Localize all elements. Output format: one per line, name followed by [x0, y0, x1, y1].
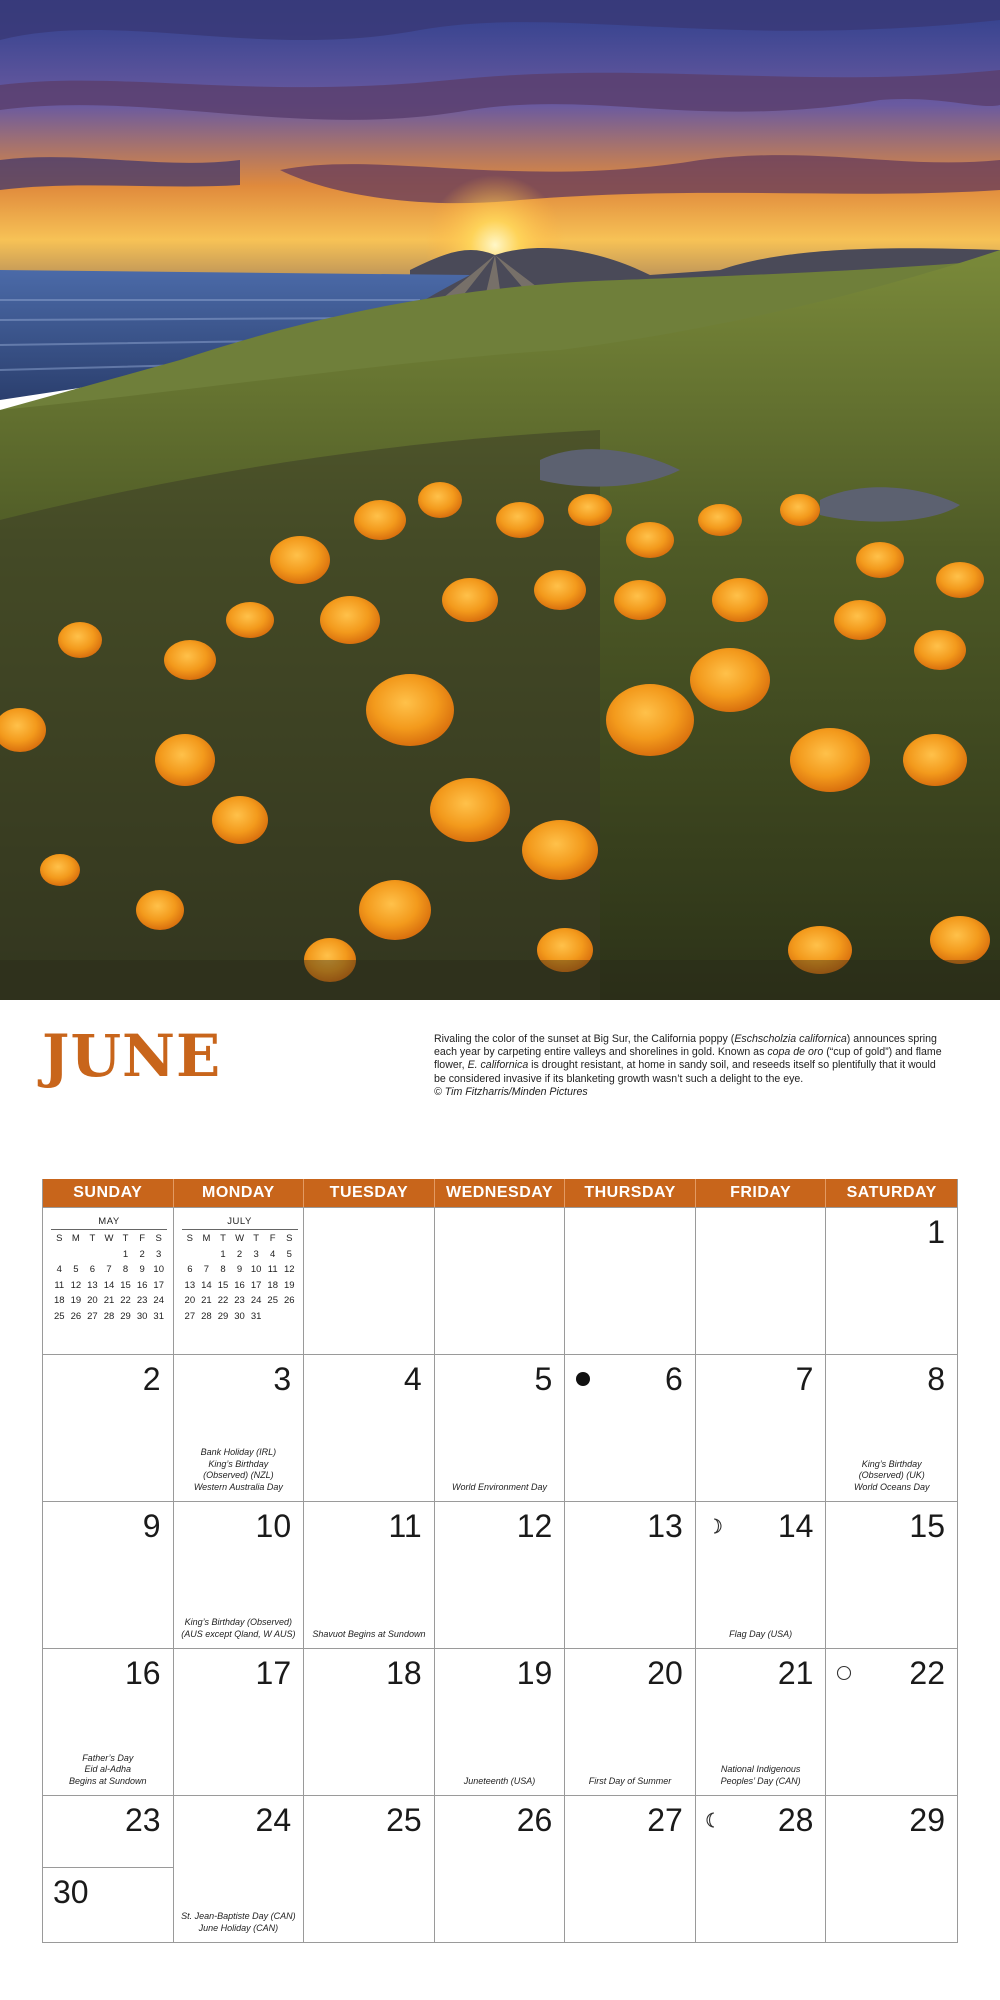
holiday-note — [308, 1629, 430, 1641]
mini-day: 30 — [234, 1310, 245, 1322]
holiday-line: Begins at Sundown — [69, 1775, 147, 1786]
mini-day: 26 — [283, 1295, 295, 1306]
holiday-line: Bank Holiday (IRL) — [200, 1447, 277, 1457]
mini-day: 9 — [139, 1264, 145, 1275]
day-number: 30 — [53, 1874, 89, 1910]
day-cell[interactable] — [696, 1796, 827, 1942]
mini-day: 14 — [201, 1279, 212, 1291]
day-cell[interactable] — [565, 1355, 696, 1501]
mini-day: 24 — [153, 1295, 164, 1306]
photo-credit: © Tim Fitzharris/Minden Pictures — [434, 1085, 588, 1098]
weekday-header — [43, 1179, 957, 1207]
day-number: 28 — [777, 1802, 814, 1838]
caption-italic-name: copa de oro — [767, 1046, 824, 1059]
weekday-label: MONDAY — [174, 1179, 305, 1207]
full-moon-icon — [836, 1665, 852, 1681]
mini-weekday: T — [253, 1233, 260, 1244]
mini-day: 10 — [153, 1264, 164, 1275]
mini-day: 11 — [54, 1279, 65, 1291]
first-quarter-moon-icon — [706, 1518, 722, 1534]
holiday-line: Flag Day (USA) — [729, 1628, 793, 1639]
caption-text: ) announces spring each year by carpeting entire valleys and shorelines in gold. Known as — [434, 1033, 937, 1059]
mini-weekday: T — [89, 1233, 96, 1244]
mini-day: 7 — [106, 1264, 112, 1275]
mini-day: 3 — [253, 1248, 259, 1260]
day-number: 16 — [124, 1655, 161, 1691]
weekday-label: TUESDAY — [304, 1179, 435, 1207]
mini-day: 8 — [122, 1264, 129, 1275]
day-number: 27 — [647, 1802, 683, 1838]
holiday-note — [178, 1617, 300, 1640]
mini-day: 27 — [87, 1310, 98, 1322]
day-cell[interactable] — [826, 1796, 957, 1942]
day-cell[interactable] — [565, 1502, 696, 1648]
holiday-note — [439, 1482, 561, 1494]
day-cell[interactable] — [174, 1796, 305, 1942]
mini-day: 19 — [283, 1279, 295, 1291]
day-number: 26 — [516, 1802, 553, 1838]
holiday-line: King’s Birthday — [861, 1458, 922, 1469]
day-number: 10 — [255, 1508, 292, 1544]
holiday-note — [178, 1447, 300, 1493]
holiday-note — [178, 1911, 300, 1934]
week-row — [43, 1648, 957, 1795]
mini-day: 24 — [250, 1295, 262, 1306]
day-cell[interactable] — [174, 1355, 305, 1501]
mini-weekday: T — [220, 1233, 226, 1244]
day-cell[interactable] — [826, 1208, 957, 1354]
mini-day: 17 — [153, 1279, 164, 1291]
day-cell[interactable] — [435, 1796, 566, 1942]
day-number: 17 — [255, 1655, 292, 1691]
mini-day: 13 — [87, 1279, 98, 1291]
mini-day — [101, 1248, 118, 1262]
day-number: 12 — [516, 1508, 553, 1544]
month-title: JUNE — [42, 1022, 222, 1090]
day-number: 15 — [909, 1508, 945, 1544]
day-number: 7 — [795, 1361, 814, 1397]
day-cell[interactable] — [304, 1649, 435, 1795]
mini-day: 15 — [120, 1279, 131, 1291]
mini-day: 28 — [103, 1310, 115, 1322]
mini-day: 30 — [136, 1310, 148, 1322]
mini-day: 14 — [103, 1279, 115, 1291]
holiday-line: Western Australia Day — [193, 1481, 283, 1492]
week-row — [43, 1207, 957, 1354]
day-number: 20 — [647, 1655, 683, 1691]
mini-day: 2 — [236, 1248, 243, 1260]
mini-day: 21 — [201, 1295, 212, 1306]
day-number: 4 — [403, 1361, 422, 1397]
day-cell[interactable] — [304, 1355, 435, 1501]
mini-day: 22 — [120, 1295, 131, 1306]
day-number: 29 — [909, 1802, 945, 1838]
mini-weekday: M — [202, 1233, 211, 1244]
holiday-note — [830, 1459, 953, 1494]
holiday-line: (Observed) (NZL) — [203, 1470, 274, 1480]
holiday-note — [47, 1753, 169, 1788]
mini-weekday: S — [56, 1233, 63, 1244]
day-cell[interactable] — [826, 1502, 957, 1648]
mini-day: 3 — [156, 1248, 162, 1260]
holiday-line: (Observed) (UK) — [858, 1470, 925, 1480]
mini-weekday: F — [269, 1233, 276, 1244]
day-cell[interactable] — [174, 1502, 305, 1648]
new-moon-icon — [575, 1371, 591, 1387]
caption-text: Rivaling the color of the sunset at Big Sur, the California poppy ( — [434, 1033, 735, 1045]
empty-day-cell — [565, 1208, 696, 1354]
caption-text: is drought resistant, at home in sandy soil, and reseeds itself so plentifully that it would be considered invasive if its blanketing growth wasn’t such a delight to the eye. — [434, 1059, 936, 1085]
empty-day-cell — [304, 1208, 435, 1354]
mini-weekday: M — [71, 1233, 80, 1244]
mini-day: 2 — [139, 1248, 145, 1260]
day-number: 21 — [777, 1655, 814, 1691]
mini-day: 16 — [136, 1279, 148, 1291]
day-cell[interactable] — [696, 1649, 827, 1795]
day-cell[interactable] — [43, 1355, 174, 1501]
day-cell[interactable] — [43, 1502, 174, 1648]
day-number: 23 — [124, 1802, 161, 1838]
mini-weekday: W — [104, 1233, 114, 1244]
day-number: 3 — [273, 1361, 292, 1397]
day-number: 6 — [665, 1361, 683, 1397]
day-cell[interactable] — [435, 1355, 566, 1501]
mini-day: 25 — [267, 1295, 278, 1306]
mini-day: 21 — [103, 1295, 115, 1306]
weekday-label: FRIDAY — [696, 1179, 827, 1207]
mini-day: 23 — [234, 1295, 245, 1306]
mini-day: 18 — [53, 1295, 65, 1306]
mini-calendar-july — [182, 1216, 298, 1323]
mini-day: 31 — [153, 1310, 164, 1322]
day-number: 22 — [909, 1655, 945, 1691]
mini-day: 7 — [203, 1264, 210, 1275]
mini-day: 4 — [270, 1248, 276, 1260]
mini-day: 17 — [250, 1279, 262, 1291]
day-cell[interactable] — [565, 1649, 696, 1795]
mini-day: 8 — [220, 1264, 226, 1275]
holiday-line: National Indigenous — [720, 1764, 801, 1774]
holiday-line: Eid al-Adha — [84, 1764, 132, 1774]
mini-day: 31 — [250, 1310, 262, 1322]
mini-day: 25 — [53, 1310, 65, 1322]
mini-day: 1 — [122, 1248, 129, 1260]
holiday-line: June Holiday (CAN) — [198, 1922, 279, 1933]
mini-calendar-grid — [182, 1232, 298, 1323]
mini-day: 16 — [234, 1279, 245, 1291]
day-number: 8 — [927, 1361, 945, 1397]
mini-day: 27 — [184, 1310, 196, 1322]
day-cell[interactable] — [43, 1649, 174, 1795]
mini-day: 13 — [184, 1279, 196, 1291]
caption-italic-abbrev: E. californica — [467, 1059, 529, 1072]
holiday-line: St. Jean-Baptiste Day (CAN) — [181, 1911, 296, 1921]
photo-caption — [434, 1033, 944, 1099]
month-grid — [42, 1179, 958, 1943]
mini-day: 5 — [73, 1264, 79, 1275]
day-number: 11 — [388, 1508, 422, 1544]
holiday-line: World Environment Day — [451, 1481, 548, 1492]
last-quarter-moon-icon — [706, 1812, 722, 1828]
day-cell[interactable] — [43, 1796, 173, 1868]
mini-day: 12 — [70, 1279, 82, 1291]
mini-day: 26 — [70, 1310, 82, 1322]
holiday-line: King’s Birthday (Observed) — [184, 1617, 293, 1627]
day-cell[interactable] — [435, 1502, 566, 1648]
day-number: 9 — [142, 1508, 161, 1544]
mini-day: 20 — [184, 1295, 196, 1306]
mini-weekday: S — [155, 1233, 162, 1244]
empty-day-cell — [435, 1208, 566, 1354]
day-cell[interactable] — [43, 1868, 173, 1942]
day-cell[interactable] — [304, 1502, 435, 1648]
mini-calendar-cell — [174, 1208, 305, 1354]
holiday-note — [439, 1776, 561, 1788]
day-cell[interactable] — [826, 1649, 957, 1795]
holiday-line: (AUS except Qland, W AUS) — [181, 1628, 296, 1639]
week-row — [43, 1354, 957, 1501]
holiday-line: King’s Birthday — [208, 1458, 269, 1469]
holiday-note — [700, 1629, 822, 1641]
mini-day: 10 — [250, 1264, 262, 1275]
mini-day — [182, 1248, 199, 1262]
mini-day: 22 — [217, 1295, 229, 1306]
mini-day: 23 — [136, 1295, 148, 1306]
mini-day: 28 — [201, 1310, 212, 1322]
mini-calendar-title: JULY — [182, 1216, 298, 1230]
day-cell[interactable] — [826, 1355, 957, 1501]
split-day-cell — [43, 1796, 174, 1942]
weekday-label: SATURDAY — [846, 1184, 937, 1201]
mini-day: 20 — [87, 1295, 98, 1306]
holiday-line: World Oceans Day — [853, 1481, 930, 1492]
mini-day: 11 — [267, 1264, 278, 1275]
week-row — [43, 1501, 957, 1648]
mini-weekday: S — [186, 1233, 194, 1244]
mini-day: 6 — [89, 1264, 96, 1275]
mini-day: 15 — [217, 1279, 229, 1291]
mini-calendar-may — [51, 1216, 167, 1323]
weekday-label: THURSDAY — [565, 1179, 696, 1207]
mini-day: 6 — [187, 1264, 193, 1275]
mini-day — [51, 1248, 68, 1262]
day-cell[interactable] — [696, 1502, 827, 1648]
mini-calendar-cell — [43, 1208, 174, 1354]
mini-calendar-title: MAY — [51, 1216, 167, 1230]
day-number: 18 — [386, 1655, 422, 1691]
mini-day — [68, 1248, 85, 1262]
day-number: 13 — [647, 1508, 683, 1544]
week-row — [43, 1795, 957, 1942]
day-number: 1 — [927, 1214, 945, 1250]
mini-day: 5 — [286, 1248, 292, 1260]
empty-day-cell — [696, 1208, 827, 1354]
caption-italic-species: Eschscholzia californica — [734, 1033, 847, 1045]
day-number: 25 — [386, 1802, 422, 1838]
mini-weekday: F — [139, 1233, 146, 1244]
holiday-line: Juneteenth (USA) — [463, 1775, 536, 1786]
day-number: 24 — [255, 1802, 292, 1838]
mini-day: 29 — [217, 1310, 229, 1322]
mini-day: 18 — [267, 1279, 278, 1291]
mini-day: 29 — [120, 1310, 131, 1322]
day-cell[interactable] — [565, 1796, 696, 1942]
day-number: 2 — [142, 1361, 161, 1397]
mini-weekday: T — [122, 1233, 129, 1244]
mini-day: 12 — [283, 1264, 295, 1275]
mini-day: 19 — [70, 1295, 82, 1306]
day-number: 5 — [534, 1361, 553, 1397]
caption-text: (“cup of gold”) and flame flower, — [434, 1046, 942, 1072]
day-cell[interactable] — [435, 1649, 566, 1795]
holiday-note — [700, 1764, 822, 1787]
mini-day — [84, 1248, 101, 1262]
mini-weekday: W — [235, 1233, 245, 1244]
weekday-label: WEDNESDAY — [435, 1179, 566, 1207]
mini-calendar-grid — [51, 1232, 167, 1323]
holiday-line: Father’s Day — [82, 1752, 134, 1763]
mini-weekday: S — [286, 1233, 293, 1244]
weekday-label: SUNDAY — [43, 1179, 174, 1207]
day-cell[interactable] — [696, 1355, 827, 1501]
day-number: 14 — [777, 1508, 814, 1544]
day-cell[interactable] — [174, 1649, 305, 1795]
mini-day — [198, 1248, 215, 1262]
holiday-line: Peoples’ Day (CAN) — [720, 1775, 801, 1786]
holiday-line: Shavuot Begins at Sundown — [312, 1628, 426, 1639]
holiday-note — [569, 1776, 691, 1788]
day-cell[interactable] — [304, 1796, 435, 1942]
mini-day: 4 — [56, 1264, 62, 1275]
mini-day: 9 — [236, 1264, 243, 1275]
day-number: 19 — [516, 1655, 553, 1691]
mini-day: 1 — [220, 1248, 226, 1260]
holiday-line: First Day of Summer — [588, 1775, 672, 1786]
